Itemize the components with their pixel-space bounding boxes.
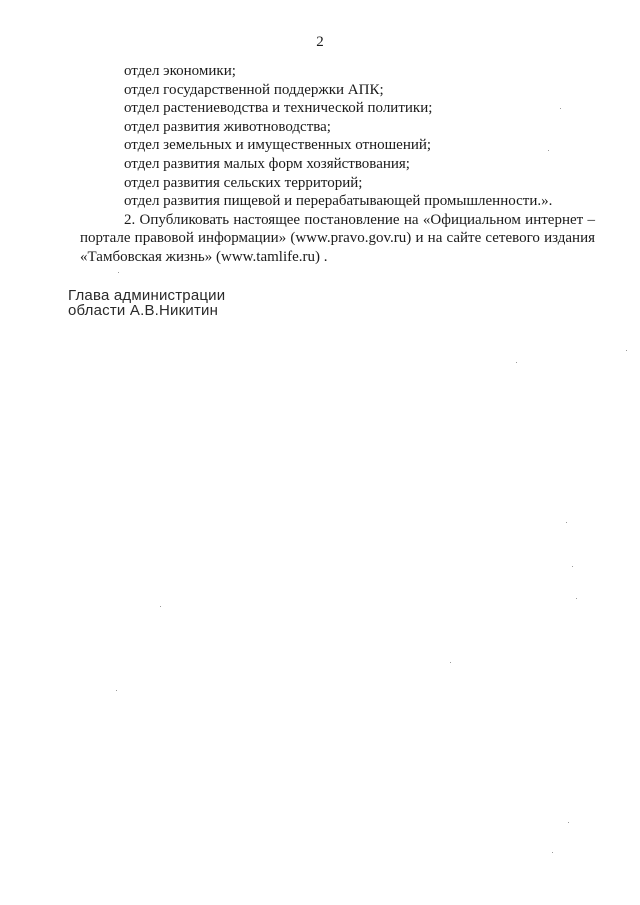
list-item: отдел развития пищевой и перерабатывающей промышленности.». — [124, 193, 553, 210]
list-item: отдел растениеводства и технической политики; — [124, 100, 433, 117]
publication-paragraph: 2. Опубликовать настоящее постановление на «Официальном интернет – портале правовой информации» (www.pravo.gov.ru) и на сайте сетевого издания «Тамбовская жизнь» (www.tamlife.ru) . — [80, 211, 595, 265]
document-body — [80, 62, 595, 267]
scan-speck — [572, 566, 573, 567]
page-number: 2 — [316, 34, 324, 50]
scan-speck — [568, 822, 569, 823]
scan-speck — [160, 606, 161, 607]
signature-block — [68, 288, 225, 318]
list-item: отдел развития сельских территорий; — [124, 174, 363, 191]
list-item: отдел государственной поддержки АПК; — [124, 81, 384, 98]
list-item: отдел земельных и имущественных отношений; — [124, 137, 432, 154]
scan-speck — [566, 522, 567, 523]
scan-speck — [450, 662, 451, 663]
scan-speck — [116, 690, 117, 691]
scan-speck — [548, 150, 549, 151]
scan-speck — [560, 108, 561, 109]
signature-title: Глава администрации — [68, 287, 226, 304]
list-item: отдел развития животноводства; — [124, 118, 331, 135]
scan-speck — [576, 598, 577, 599]
scan-speck — [626, 350, 627, 351]
list-item: отдел экономики; — [124, 63, 236, 79]
scan-speck — [516, 362, 517, 363]
signature-name: области А.В.Никитин — [68, 302, 219, 319]
scan-speck — [118, 272, 119, 273]
list-item: отдел развития малых форм хозяйствования; — [124, 155, 410, 172]
scan-speck — [552, 852, 553, 853]
